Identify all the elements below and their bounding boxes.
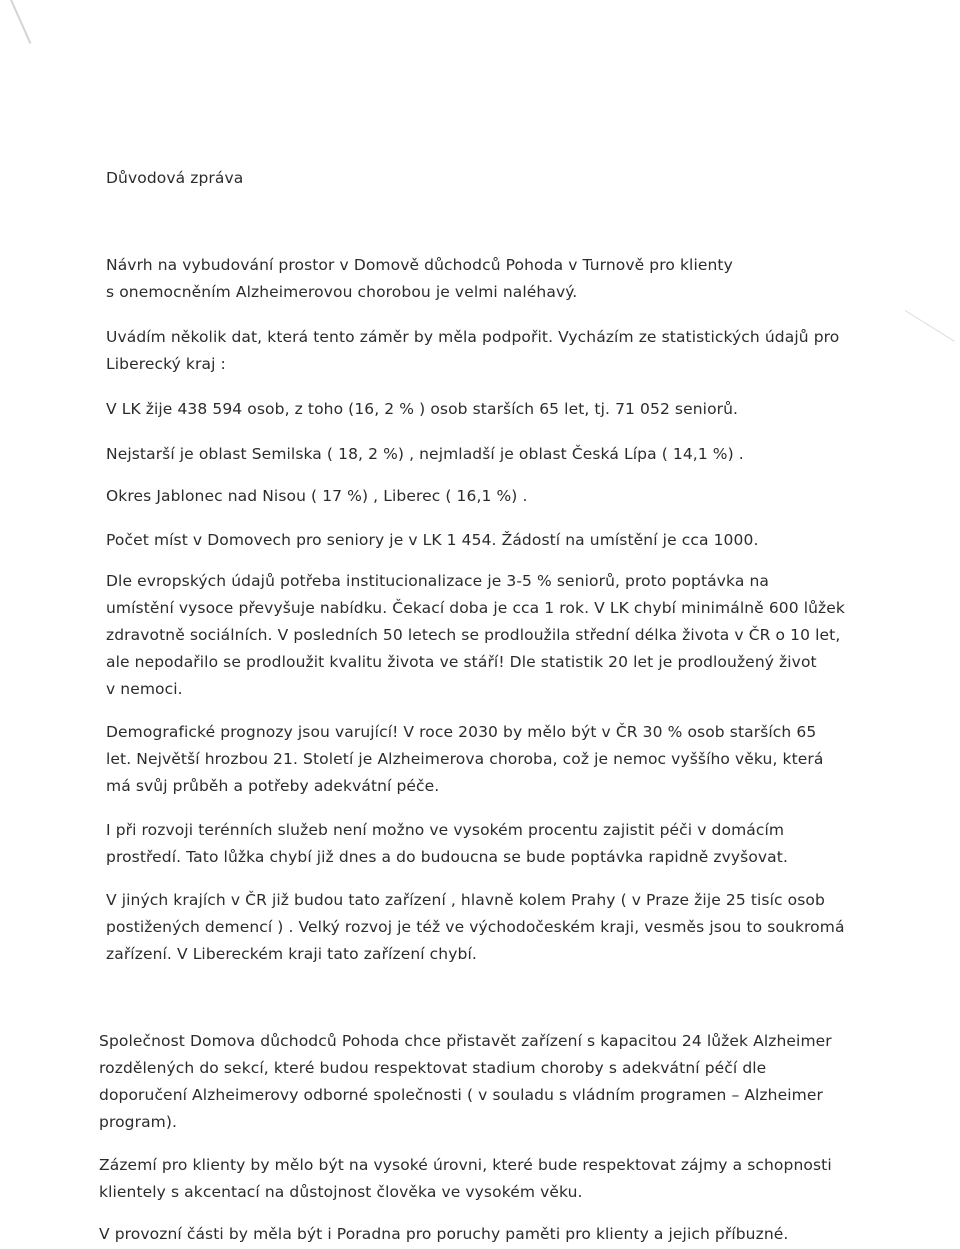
scan-artifact-right: [905, 310, 955, 342]
text-line: Okres Jablonec nad Nisou ( 17 %) , Liberec ( 16,1 %) .: [106, 487, 528, 505]
text-line: V jiných krajích v ČR již budou tato zařízení , hlavně kolem Prahy ( v Praze žije 25 tisíc osob: [106, 891, 825, 909]
text-line: zařízení. V Libereckém kraji tato zařízení chybí.: [106, 945, 477, 963]
text-line: má svůj průběh a potřeby adekvátní péče.: [106, 777, 440, 795]
text-line: Demografické prognozy jsou varující! V roce 2030 by mělo být v ČR 30 % osob starších 65: [106, 723, 817, 741]
text-line: Nejstarší je oblast Semilska ( 18, 2 %) , nejmladší je oblast Česká Lípa ( 14,1 %) .: [106, 445, 744, 463]
document-title: Důvodová zpráva: [106, 169, 244, 187]
text-line: ale nepodařilo se prodloužit kvalitu života ve stáří! Dle statistik 20 let je prodloužený život: [106, 653, 817, 671]
text-line: Návrh na vybudování prostor v Domově důchodců Pohoda v Turnově pro klienty: [106, 256, 733, 274]
text-line: zdravotně sociálních. V posledních 50 letech se prodloužila střední délka života v ČR o 10 let,: [106, 626, 841, 644]
text-line: Uvádím několik dat, která tento záměr by měla podpořit. Vycházím ze statistických údajů pro: [106, 328, 840, 346]
text-line: program).: [99, 1113, 178, 1131]
text-line: postižených demencí ) . Velký rozvoj je též ve východočeském kraji, vesměs jsou to soukromá: [106, 918, 845, 936]
scan-artifact-top-left: [10, 0, 31, 44]
text-line: prostředí. Tato lůžka chybí již dnes a do budoucna se bude poptávka rapidně zvyšovat.: [106, 848, 788, 866]
text-line: s onemocněním Alzheimerovou chorobou je velmi naléhavý.: [106, 283, 578, 301]
text-line: Dle evropských údajů potřeba institucionalizace je 3-5 % seniorů, proto poptávka na: [106, 572, 769, 590]
text-line: doporučení Alzheimerovy odborné společnosti ( v souladu s vládním programen – Alzheimer: [99, 1086, 823, 1104]
text-line: Zázemí pro klienty by mělo být na vysoké úrovni, které bude respektovat zájmy a schopnosti: [99, 1156, 832, 1174]
text-line: klientely s akcentací na důstojnost člověka ve vysokém věku.: [99, 1183, 583, 1201]
text-line: V provozní části by měla být i Poradna pro poruchy paměti pro klienty a jejich příbuzné.: [99, 1225, 789, 1243]
text-line: let. Největší hrozbou 21. Století je Alzheimerova choroba, což je nemoc vyššího věku, která: [106, 750, 824, 768]
text-line: v nemoci.: [106, 680, 183, 698]
text-line: Liberecký kraj :: [106, 355, 226, 373]
text-line: Společnost Domova důchodců Pohoda chce přistavět zařízení s kapacitou 24 lůžek Alzheimer: [99, 1032, 832, 1050]
text-line: V LK žije 438 594 osob, z toho (16, 2 % ) osob starších 65 let, tj. 71 052 seniorů.: [106, 400, 739, 418]
text-line: Počet míst v Domovech pro seniory je v LK 1 454. Žádostí na umístění je cca 1000.: [106, 531, 759, 549]
text-line: I při rozvoji terénních služeb není možno ve vysokém procentu zajistit péči v domácím: [106, 821, 785, 839]
text-line: rozdělených do sekcí, které budou respektovat stadium choroby s adekvátní péčí dle: [99, 1059, 767, 1077]
text-line: umístění vysoce převyšuje nabídku. Čekací doba je cca 1 rok. V LK chybí minimálně 600 lůžek: [106, 599, 846, 617]
